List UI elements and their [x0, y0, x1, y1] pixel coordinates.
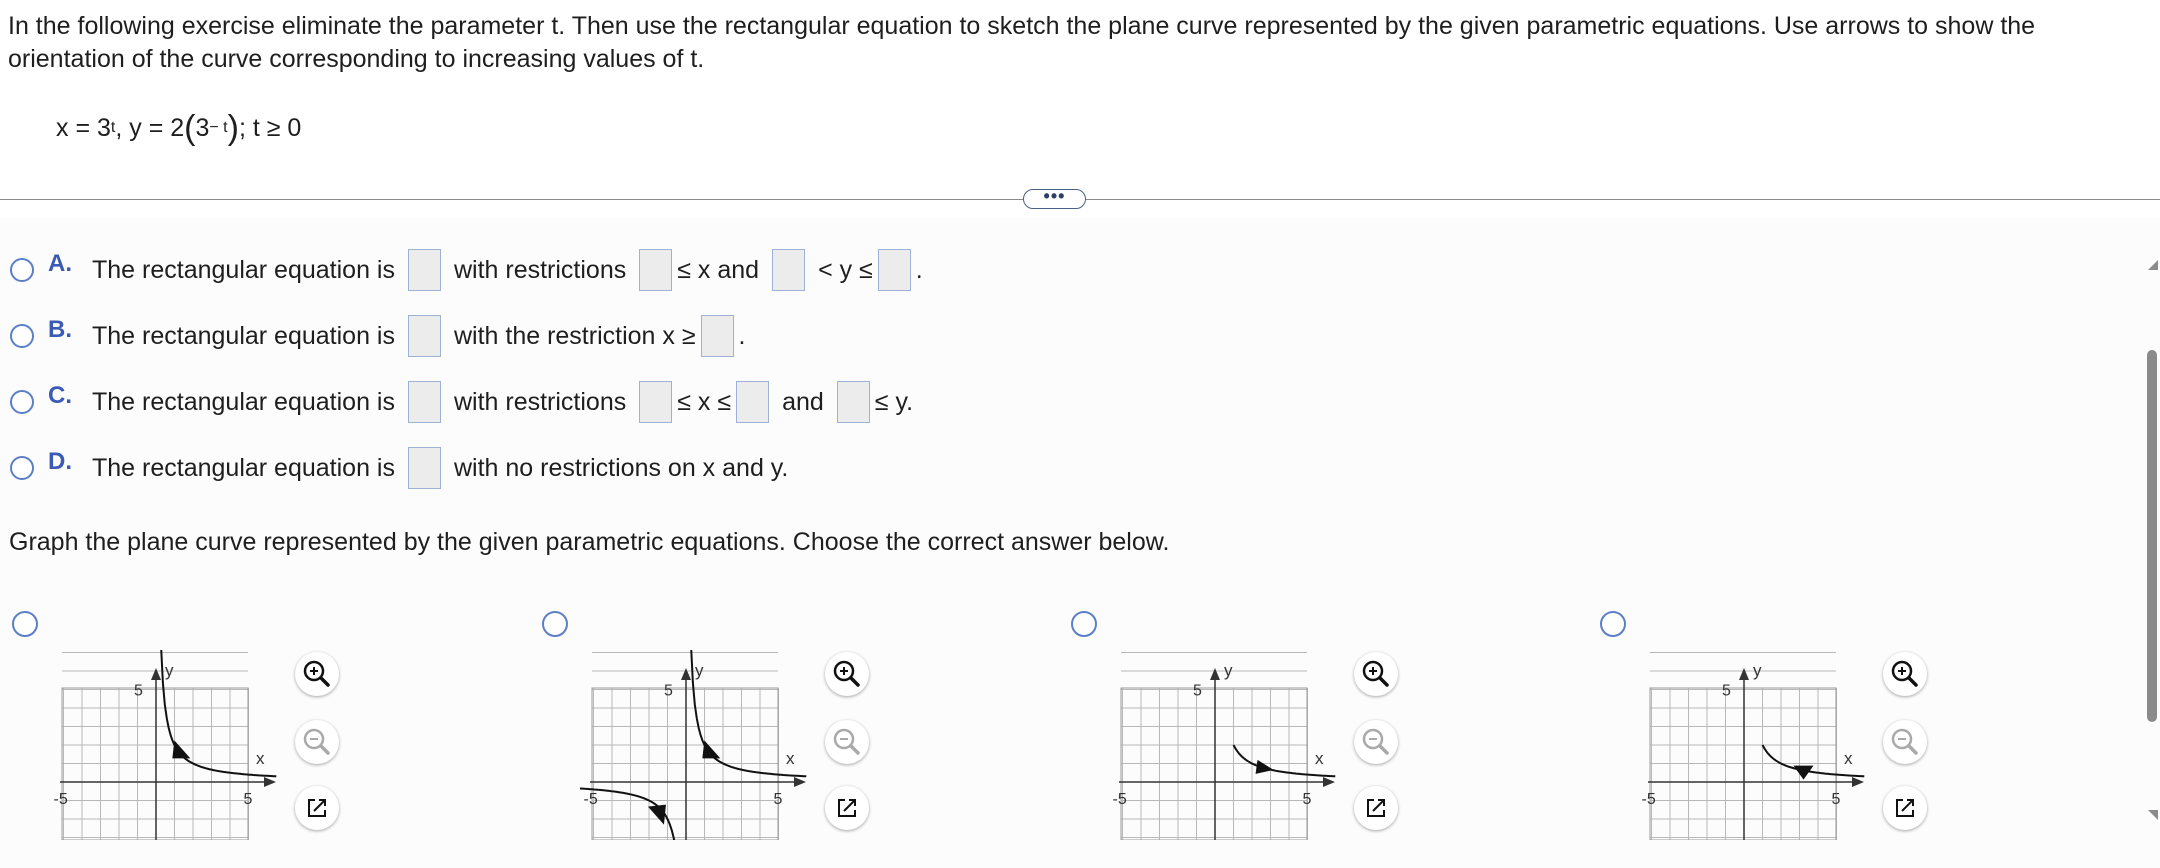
zoom-out-icon	[1883, 720, 1927, 764]
y-tick-label: 5	[664, 682, 673, 700]
x-tick-label-neg: -5	[1112, 791, 1127, 808]
graph-4-zoom-out-button[interactable]	[1883, 720, 1927, 764]
y-axis-arrow	[151, 668, 161, 680]
option-c-text-1: with restrictions	[453, 387, 627, 416]
more-button[interactable]: •••	[1023, 189, 1086, 209]
option-b-equation-input[interactable]	[408, 315, 441, 357]
graph-1-pop-out-button[interactable]	[295, 786, 339, 830]
option-c-prefix: The rectangular equation is	[92, 387, 395, 416]
option-c-text-4: ≤ y.	[874, 387, 914, 416]
graph-4-zoom-in-button[interactable]	[1883, 652, 1927, 696]
option-a-text-4: .	[915, 255, 923, 284]
x-tick-label-neg: -5	[583, 791, 598, 808]
y-axis-arrow	[1210, 668, 1220, 680]
x-tick-label: 5	[1302, 791, 1312, 808]
zoom-out-icon	[1354, 720, 1398, 764]
x-axis-label: x	[256, 749, 265, 768]
option-c-equation-input[interactable]	[408, 381, 441, 423]
option-b-x-min-input[interactable]	[701, 315, 734, 357]
option-d-letter: D.	[48, 448, 72, 475]
zoom-out-icon	[825, 720, 869, 764]
graph-1-zoom-out-button[interactable]	[295, 720, 339, 764]
orientation-arrow-left	[648, 805, 666, 825]
zoom-in-icon	[1883, 652, 1927, 696]
option-d-equation-input[interactable]	[408, 447, 441, 489]
pop-out-icon	[295, 786, 339, 830]
x-axis-arrow	[264, 777, 276, 787]
option-b-text-2: .	[738, 321, 746, 350]
option-b-prefix: The rectangular equation is	[92, 321, 395, 350]
graph-2-zoom-in-button[interactable]	[825, 652, 869, 696]
graph-option-3[interactable]	[1109, 650, 1349, 840]
scroll-down-arrow-icon[interactable]	[2146, 808, 2160, 822]
x-axis-arrow	[1323, 777, 1335, 787]
orientation-arrow	[702, 740, 720, 758]
graph-option-3-radio[interactable]	[1071, 611, 1097, 637]
graph-option-1[interactable]	[50, 650, 290, 840]
graph-3-zoom-out-button[interactable]	[1354, 720, 1398, 764]
option-a-text-3: < y ≤	[818, 255, 873, 284]
option-c[interactable]	[10, 380, 913, 424]
option-c-letter: C.	[48, 382, 72, 409]
option-a-text-2: ≤ x and	[677, 255, 760, 284]
option-d-prefix: The rectangular equation is	[92, 453, 395, 482]
graph-2-pop-out-button[interactable]	[825, 786, 869, 830]
zoom-in-icon	[1354, 652, 1398, 696]
option-a-x-min-input[interactable]	[639, 249, 672, 291]
zoom-in-icon	[825, 652, 869, 696]
option-b-radio[interactable]	[10, 324, 34, 348]
graph-option-1-radio[interactable]	[12, 611, 38, 637]
x-axis-label: x	[786, 749, 795, 768]
option-b-letter: B.	[48, 316, 72, 343]
x-axis-arrow	[1852, 777, 1864, 787]
graph-2-zoom-out-button[interactable]	[825, 720, 869, 764]
graph-option-4[interactable]	[1638, 650, 1878, 840]
option-d-radio[interactable]	[10, 456, 34, 480]
option-a-y-max-input[interactable]	[878, 249, 911, 291]
y-axis-arrow	[681, 668, 691, 680]
option-d-text-1: with no restrictions on x and y.	[453, 453, 789, 482]
graph-option-2-radio[interactable]	[542, 611, 568, 637]
x-axis-arrow	[794, 777, 806, 787]
graph-instructions: Graph the plane curve represented by the given parametric equations. Choose the correct answer below.	[9, 528, 1170, 556]
option-a-y-min-input[interactable]	[772, 249, 805, 291]
x-tick-label-neg: -5	[53, 791, 68, 808]
option-c-text-2: ≤ x ≤	[677, 387, 732, 416]
y-tick-label: 5	[134, 682, 143, 700]
x-axis-label: x	[1315, 749, 1324, 768]
option-b-text-1: with the restriction x ≥	[453, 321, 696, 350]
y-tick-label: 5	[1193, 682, 1202, 700]
graph-4-pop-out-button[interactable]	[1883, 786, 1927, 830]
pop-out-icon	[825, 786, 869, 830]
option-a-radio[interactable]	[10, 258, 34, 282]
option-a[interactable]	[10, 248, 923, 292]
graph-option-2[interactable]	[580, 650, 820, 840]
option-a-prefix: The rectangular equation is	[92, 255, 395, 284]
option-a-equation-input[interactable]	[408, 249, 441, 291]
scrollbar-thumb[interactable]	[2147, 350, 2157, 722]
scroll-up-arrow-icon[interactable]	[2146, 258, 2160, 272]
orientation-arrow	[172, 740, 190, 758]
option-c-x-min-input[interactable]	[639, 381, 672, 423]
y-axis-label: y	[165, 661, 174, 680]
option-b[interactable]	[10, 314, 746, 358]
parametric-equation: $x = 3^t$, $y = 2(3^{- t})$; t ≥ 0	[56, 109, 302, 147]
option-a-text-1: with restrictions	[453, 255, 627, 284]
question-instructions: In the following exercise eliminate the parameter t. Then use the rectangular equation to sketch the plane curve represented by the given parametric equations. Use arrows to show the orientation of the curve corresponding to increasing values of t.	[8, 12, 2036, 73]
x-axis-label: x	[1844, 749, 1853, 768]
y-axis-label: y	[695, 661, 704, 680]
x-tick-label: 5	[773, 791, 783, 808]
option-c-x-max-input[interactable]	[736, 381, 769, 423]
graph-1-zoom-in-button[interactable]	[295, 652, 339, 696]
x-tick-label-neg: -5	[1641, 791, 1656, 808]
pop-out-icon	[1883, 786, 1927, 830]
option-a-letter: A.	[48, 250, 72, 277]
graph-3-zoom-in-button[interactable]	[1354, 652, 1398, 696]
option-c-radio[interactable]	[10, 390, 34, 414]
graph-option-4-radio[interactable]	[1600, 611, 1626, 637]
option-d[interactable]	[10, 446, 788, 490]
option-c-text-3: and	[782, 387, 824, 416]
y-tick-label: 5	[1722, 682, 1731, 700]
y-axis-arrow	[1739, 668, 1749, 680]
option-c-y-min-input[interactable]	[837, 381, 870, 423]
y-axis-label: y	[1224, 661, 1233, 680]
y-axis-label: y	[1753, 661, 1762, 680]
x-tick-label: 5	[243, 791, 253, 808]
zoom-out-icon	[295, 720, 339, 764]
x-tick-label: 5	[1831, 791, 1841, 808]
zoom-in-icon	[295, 652, 339, 696]
graph-3-pop-out-button[interactable]	[1354, 786, 1398, 830]
pop-out-icon	[1354, 786, 1398, 830]
